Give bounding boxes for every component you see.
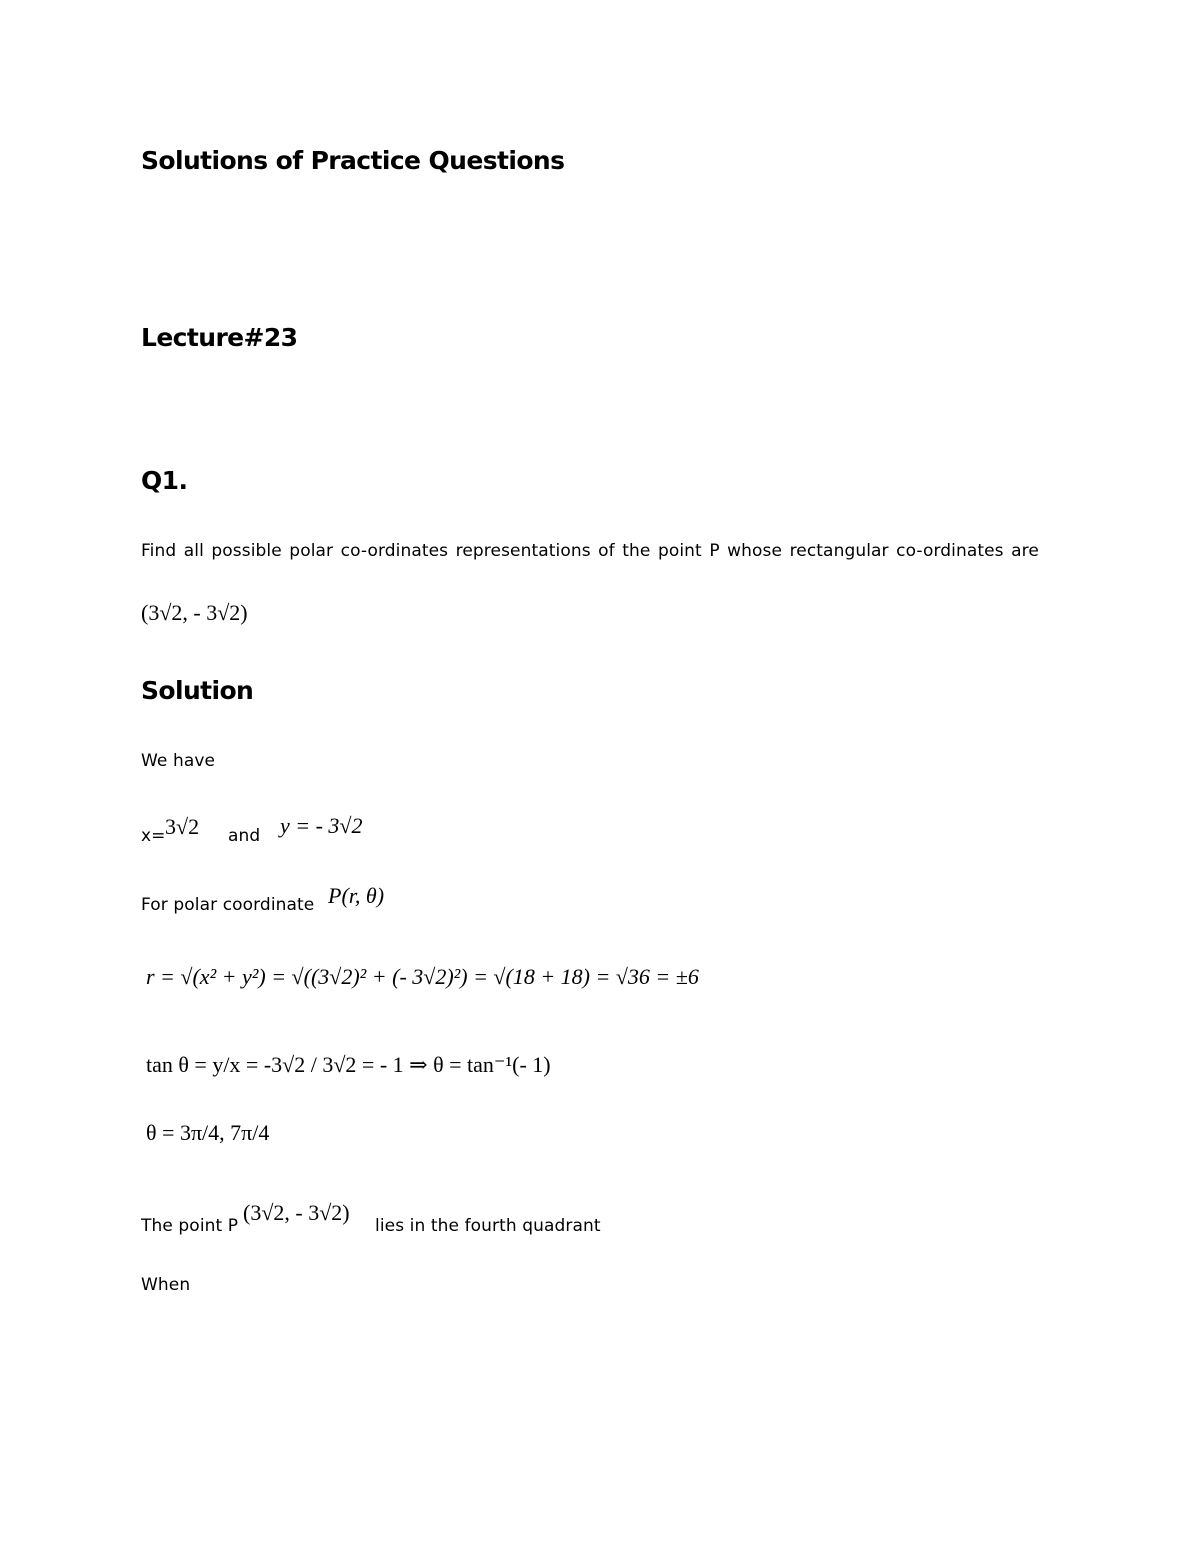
- when-text: When: [141, 1275, 191, 1295]
- question-text: Find all possible polar co-ordinates representations of the point P whose rectangular co-ordinates are: [141, 541, 1039, 561]
- question-point: (3√2, - 3√2): [141, 600, 248, 625]
- x-value: 3√2: [165, 814, 200, 839]
- x-label: x=: [141, 826, 166, 846]
- we-have-text: We have: [141, 751, 216, 771]
- solution-heading: Solution: [141, 676, 254, 705]
- lecture-heading: Lecture#23: [141, 323, 298, 352]
- question-label: Q1.: [141, 466, 188, 495]
- polar-point: P(r, θ): [328, 883, 385, 908]
- page-title: Solutions of Practice Questions: [141, 146, 565, 175]
- y-equation: y = - 3√2: [280, 813, 363, 838]
- tan-equation: tan θ = y/x = -3√2 / 3√2 = - 1 ⇒ θ = tan⁻¹(- 1): [146, 1052, 551, 1077]
- r-equation: r = √(x² + y²) = √((3√2)² + (- 3√2)²) = √(18 + 18) = √36 = ±6: [146, 964, 699, 989]
- theta-values: θ = 3π/4, 7π/4: [146, 1120, 270, 1145]
- polar-label: For polar coordinate: [141, 895, 315, 915]
- point-coords: (3√2, - 3√2): [243, 1200, 350, 1225]
- and-word: and: [228, 826, 261, 846]
- point-suffix: lies in the fourth quadrant: [375, 1216, 601, 1236]
- point-prefix: The point P: [141, 1216, 239, 1236]
